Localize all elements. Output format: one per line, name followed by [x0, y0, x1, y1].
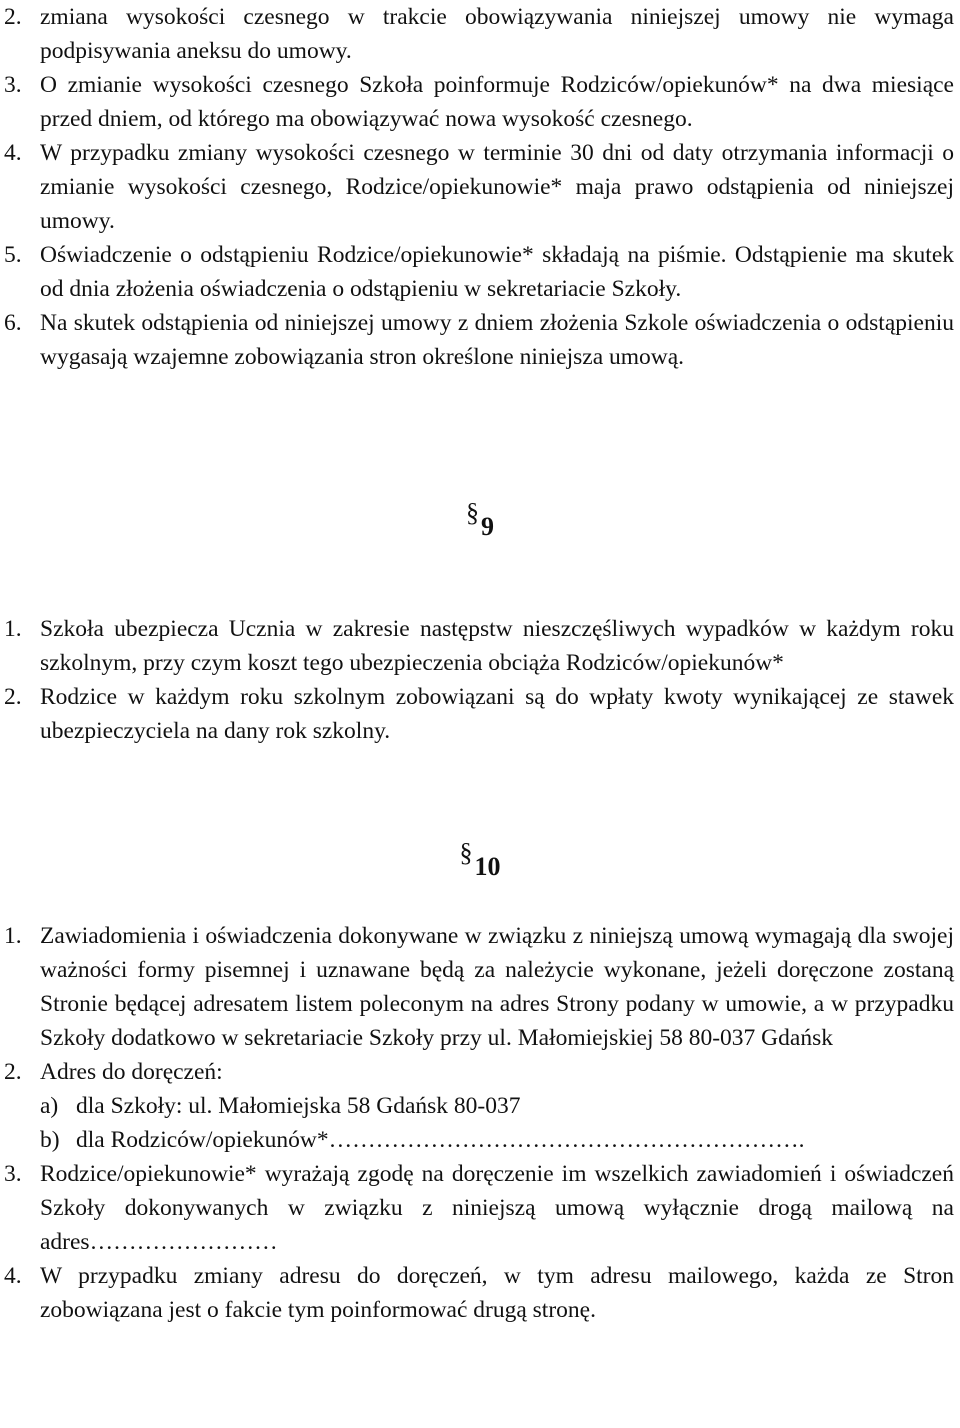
paragraph-symbol: §: [459, 838, 473, 867]
section-number: 10: [474, 852, 501, 881]
item-text: Na skutek odstąpienia od niniejszej umowy z dniem złożenia Szkole oświadczenia o odstąpieniu wygasają wzajemne zobowiązania stron określone niniejsza umową.: [40, 310, 954, 370]
clause-list-notices: [0, 919, 960, 1327]
item-text: Szkoła ubezpiecza Ucznia w zakresie następstw nieszczęśliwych wypadków w każdym roku szkolnym, przy czym koszt tego ubezpieczenia obciąża Rodziców/opiekunów*: [40, 616, 954, 676]
section-number: 9: [481, 512, 494, 541]
item-number: 5.: [4, 242, 22, 268]
item-number: 2.: [4, 1059, 22, 1085]
item-text: Oświadczenie o odstąpieniu Rodzice/opiekunowie* składają na piśmie. Odstąpienie ma skutek od dnia złożenia oświadczenia o odstąpieniu w sekretariacie Szkoły.: [40, 242, 954, 302]
paragraph-symbol: §: [466, 498, 479, 527]
item-number: 6.: [4, 310, 22, 336]
item-number: 3.: [4, 72, 22, 98]
item-text: Rodzice/opiekunowie* wyrażają zgodę na doręczenie im wszelkich zawiadomień i oświadczeń Szkoły dokonywanych w związku z niniejszą umową wyłącznie drogą mailową na adres……………………: [40, 1161, 954, 1255]
item-number: 3.: [4, 1161, 22, 1187]
item-text: W przypadku zmiany adresu do doręczeń, w tym adresu mailowego, każda ze Stron zobowiązana jest o fakcie tym poinformować drugą stronę.: [40, 1263, 954, 1323]
list-item: [0, 919, 960, 1055]
item-text: zmiana wysokości czesnego w trakcie obowiązywania niniejszej umowy nie wymaga podpisywania aneksu do umowy.: [40, 4, 954, 64]
address-school: [40, 1089, 960, 1123]
clause-list-czesne: [0, 0, 960, 374]
item-number: 1.: [4, 616, 22, 642]
sub-item-text: dla Rodziców/opiekunów*…………………………………………………….: [76, 1127, 805, 1153]
list-item: [0, 1259, 960, 1327]
item-text: Rodzice w każdym roku szkolnym zobowiązani są do wpłaty kwoty wynikającej ze stawek ubezpieczyciela na dany rok szkolny.: [40, 684, 954, 744]
list-item: [0, 1055, 960, 1157]
list-item: [0, 612, 960, 680]
sub-item-text: dla Szkoły: ul. Małomiejska 58 Gdańsk 80-037: [76, 1093, 521, 1119]
item-number: 2.: [4, 684, 22, 710]
section-heading-10: [0, 838, 960, 884]
sub-item-label: a): [40, 1093, 59, 1119]
list-item: [0, 238, 960, 306]
list-item: [0, 306, 960, 374]
item-number: 1.: [4, 923, 22, 949]
list-item: [0, 1157, 960, 1259]
sub-item-label: b): [40, 1127, 60, 1153]
item-number: 2.: [4, 4, 22, 30]
item-number: 4.: [4, 1263, 22, 1289]
clause-list-insurance: [0, 612, 960, 748]
item-number: 4.: [4, 140, 22, 166]
list-item: [0, 680, 960, 748]
item-text: W przypadku zmiany wysokości czesnego w terminie 30 dni od daty otrzymania informacji o zmianie wysokości czesnego, Rodzice/opiekunowie* maja prawo odstąpienia od niniejszej umowy.: [40, 140, 954, 234]
list-item: [0, 0, 960, 68]
list-item: [0, 68, 960, 136]
list-item: [0, 136, 960, 238]
section-heading-9: [0, 498, 960, 544]
item-text: Adres do doręczeń:: [40, 1059, 223, 1085]
item-text: Zawiadomienia i oświadczenia dokonywane w związku z niniejszą umową wymagają dla swojej ważności formy pisemnej i uznawane będą za należycie wykonane, jeżeli doręczone zostaną Stronie będącej adresatem listem poleconym na adres Strony podany w umowie, a w przypadku Szkoły dodatkowo w sekretariacie Szkoły przy ul. Małomiejskiej 58 80-037 Gdańsk: [40, 923, 954, 1051]
item-text: O zmianie wysokości czesnego Szkoła poinformuje Rodziców/opiekunów* na dwa miesiące przed dniem, od którego ma obowiązywać nowa wysokość czesnego.: [40, 72, 954, 132]
address-parents: [40, 1123, 960, 1157]
